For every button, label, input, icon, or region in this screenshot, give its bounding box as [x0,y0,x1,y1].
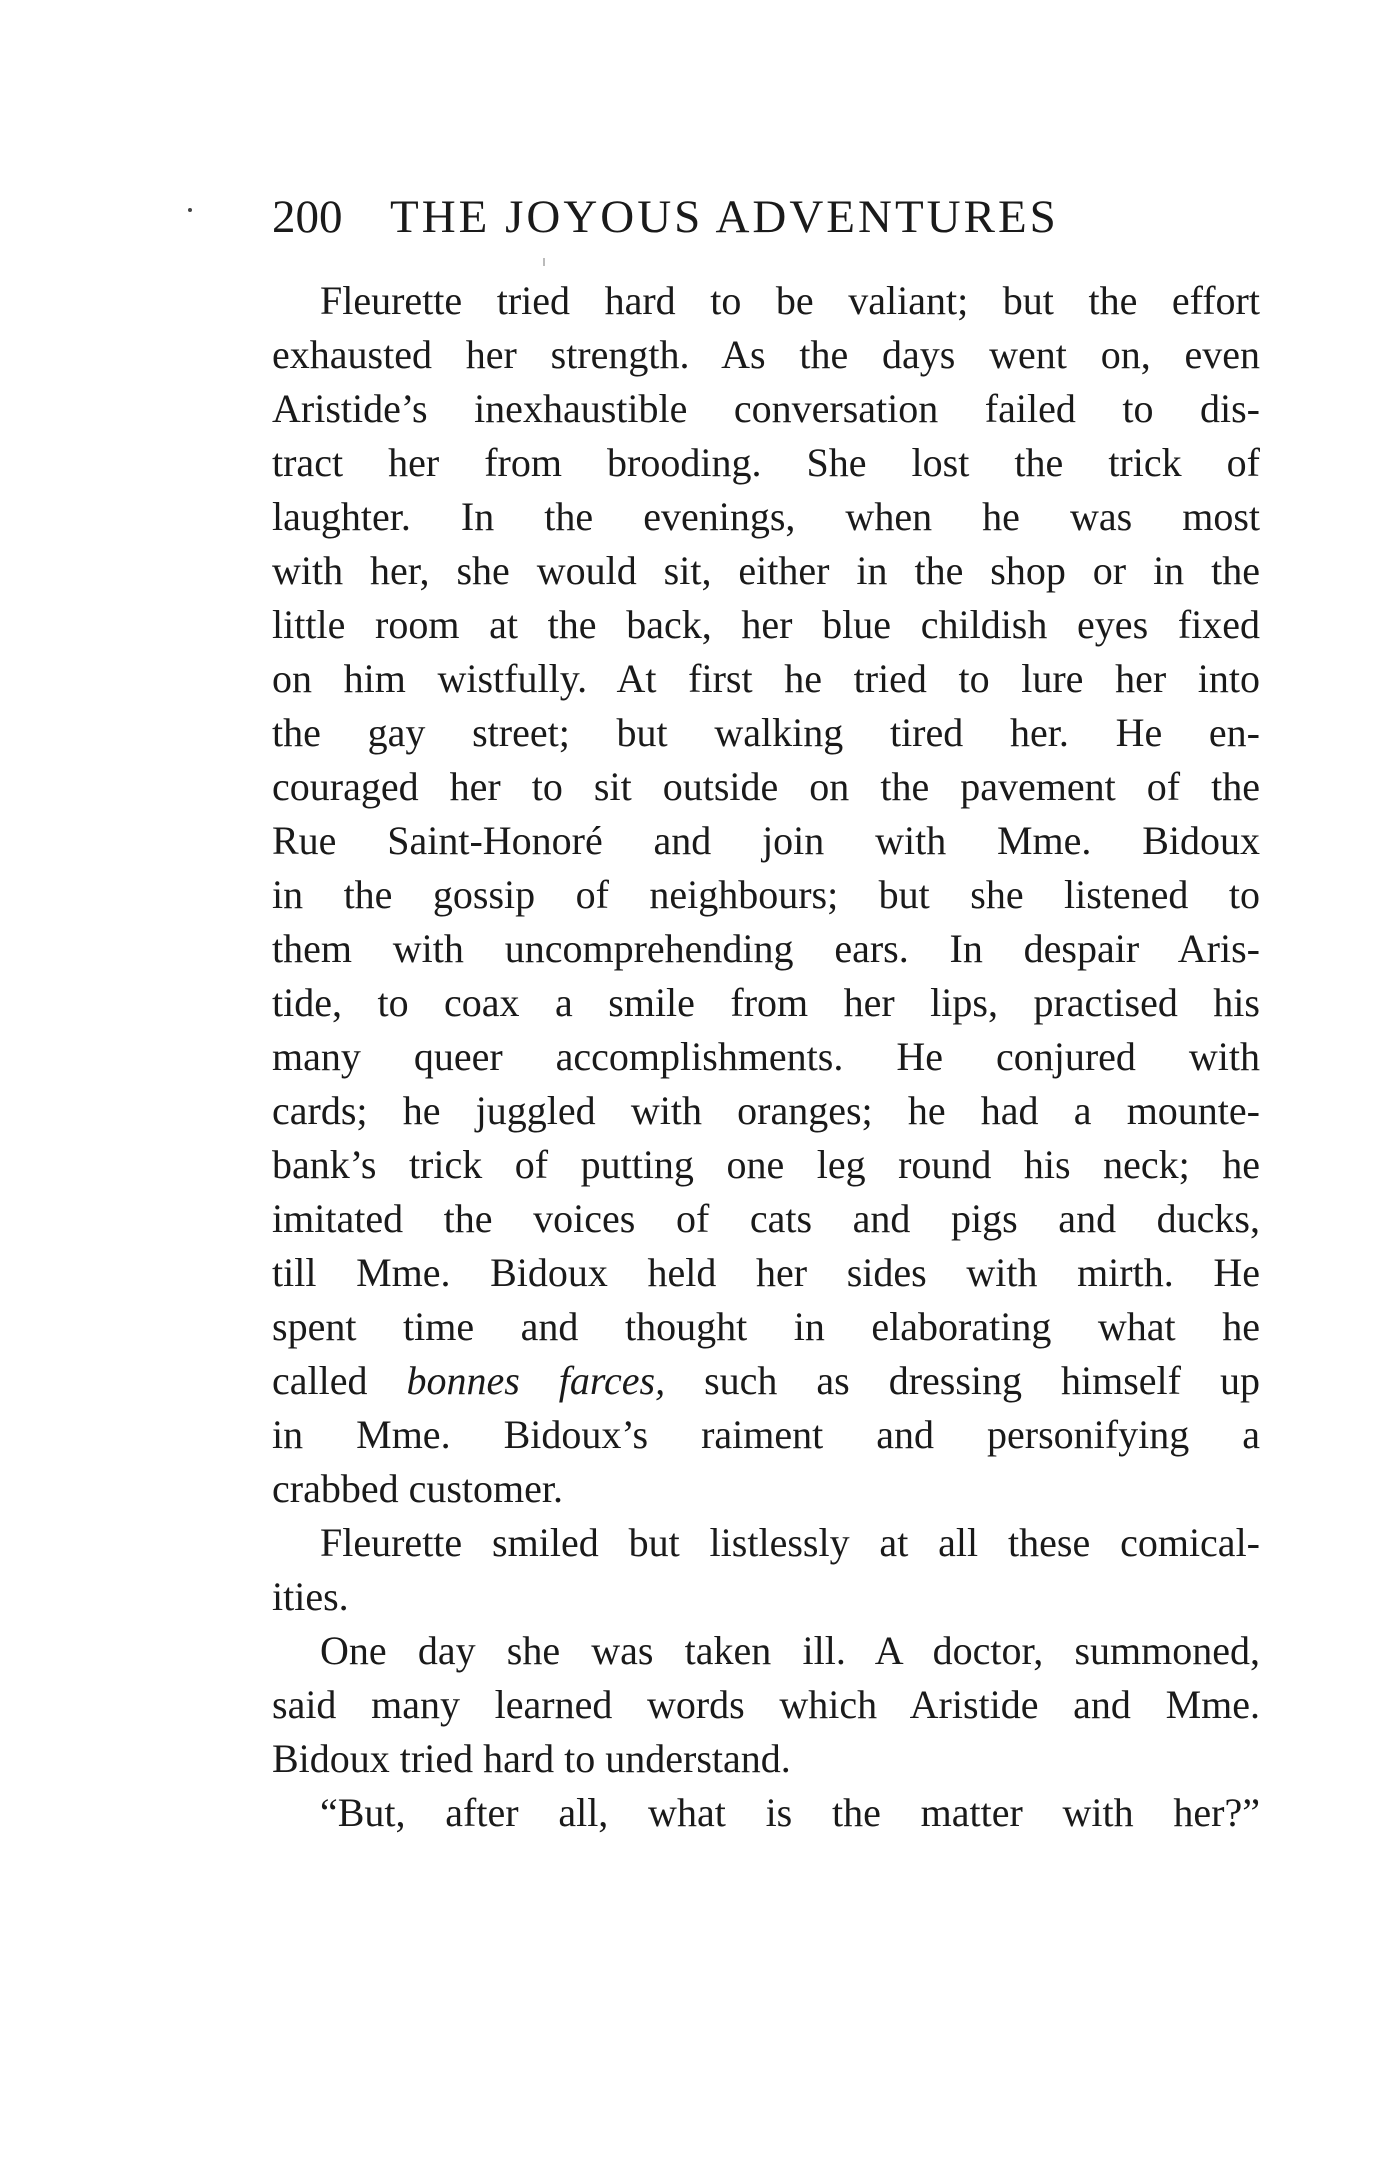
text-line: cards; he juggled with oranges; he had a mounte- [272,1088,1260,1133]
ink-speck [543,258,545,266]
text-line: laughter. In the evenings, when he was most [272,494,1260,539]
text-line: in Mme. Bidoux’s raiment and personifying a [272,1412,1260,1457]
paragraph [272,274,1260,1516]
text-line: with her, she would sit, either in the shop or in the [272,548,1260,593]
paragraph [272,1516,1260,1624]
text-line: the gay street; but walking tired her. He en- [272,710,1260,755]
text-line: ities. [272,1574,349,1619]
text-line: on him wistfully. At first he tried to lure her into [272,656,1260,701]
text-line: Fleurette tried hard to be valiant; but the effort [320,278,1260,323]
text-line: exhausted her strength. As the days went on, even [272,332,1260,377]
text-line: imitated the voices of cats and pigs and ducks, [272,1196,1260,1241]
text-line: spent time and thought in elaborating what he [272,1304,1260,1349]
text-line: tract her from brooding. She lost the trick of [272,440,1260,485]
text-line: Rue Saint-Honoré and join with Mme. Bidoux [272,818,1260,863]
text-line: “But, after all, what is the matter with her?” [320,1790,1260,1835]
running-head [272,190,1272,250]
text-line: bank’s trick of putting one leg round his neck; he [272,1142,1260,1187]
ink-speck [188,208,192,212]
page-number: 200 [272,191,343,243]
text-line: Aristide’s inexhaustible conversation failed to dis- [272,386,1260,431]
text-line: little room at the back, her blue childish eyes fixed [272,602,1260,647]
text-line: tide, to coax a smile from her lips, practised his [272,980,1260,1025]
text-line: crabbed customer. [272,1466,563,1511]
text-line: Bidoux tried hard to understand. [272,1736,791,1781]
text-line: said many learned words which Aristide and Mme. [272,1682,1260,1727]
text-fragment: called [272,1358,407,1403]
text-line: couraged her to sit outside on the pavement of the [272,764,1260,809]
text-line: many queer accomplishments. He conjured with [272,1034,1260,1079]
text-line: Fleurette smiled but listlessly at all these comical- [320,1520,1260,1565]
paragraph [272,1786,1260,1840]
text-line: One day she was taken ill. A doctor, summoned, [320,1628,1260,1673]
text-line: till Mme. Bidoux held her sides with mirth. He [272,1250,1260,1295]
italic-phrase: bonnes farces, [406,1358,666,1403]
body-text [272,274,1260,1840]
text-fragment: such as dressing himself up [665,1358,1260,1403]
text-line: them with uncomprehending ears. In despair Aris- [272,926,1260,971]
paragraph [272,1624,1260,1786]
running-title: THE JOYOUS ADVENTURES [390,191,1059,243]
text-line: in the gossip of neighbours; but she listened to [272,872,1260,917]
text-line-with-italics [272,1354,1260,1408]
